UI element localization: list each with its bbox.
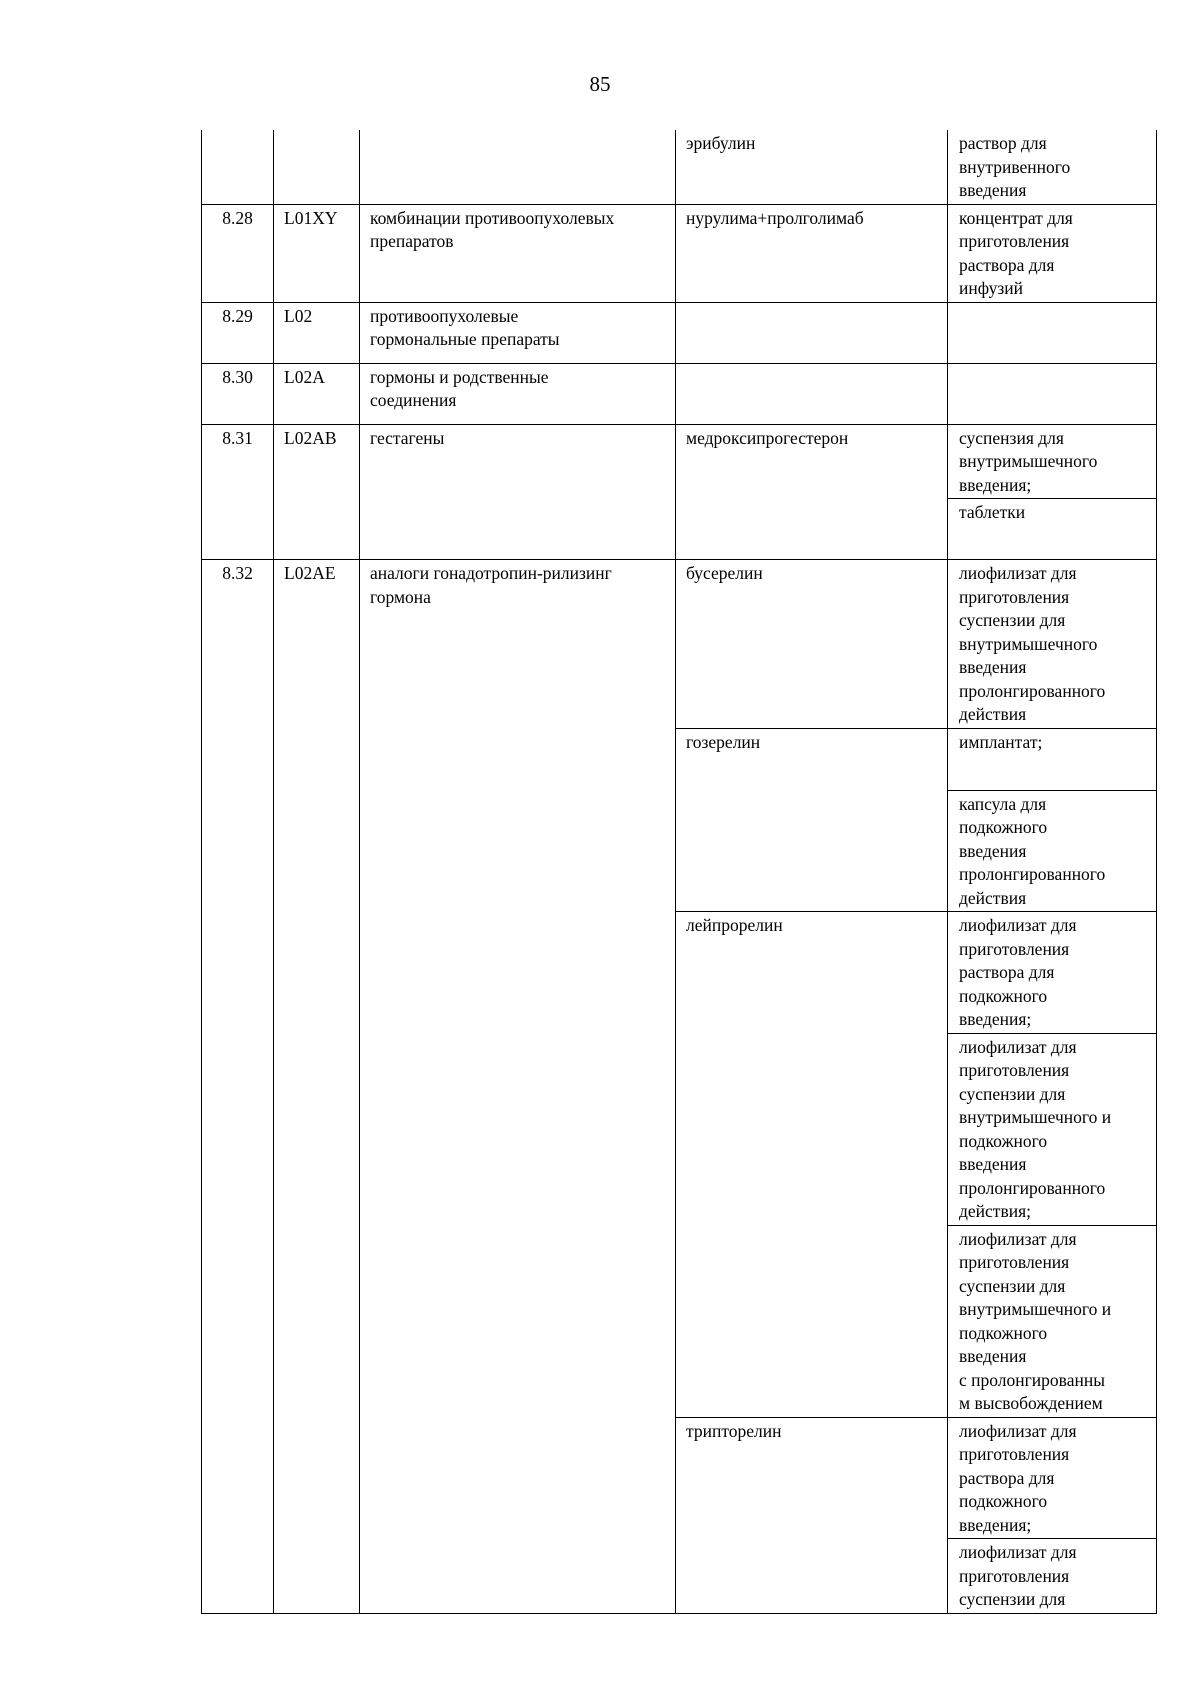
text-line: внутримышечного xyxy=(959,633,1098,654)
text-line: приготовления xyxy=(959,1444,1070,1464)
text-line: лиофилизат для xyxy=(959,915,1077,935)
dosage-form xyxy=(948,1033,1157,1225)
text-line: подкожного xyxy=(959,1491,1048,1511)
drug-name: гозерелин xyxy=(676,728,948,912)
group-name xyxy=(360,560,676,1614)
text-line: концентрат для xyxy=(959,207,1073,228)
row-number: 8.30 xyxy=(202,363,274,424)
text-line: подкожного xyxy=(959,1322,1048,1343)
text-line: лиофилизат для xyxy=(959,1228,1077,1249)
row-number: 8.32 xyxy=(202,560,274,1614)
drug-name: лейпрорелин xyxy=(676,912,948,1418)
text-line: раствора для xyxy=(959,962,1055,982)
text-line: действия; xyxy=(959,1201,1031,1221)
text-line: лиофилизат для xyxy=(959,563,1077,583)
text-line: раствора для xyxy=(959,1467,1055,1488)
text-line: таблетки xyxy=(959,502,1026,522)
page-number: 85 xyxy=(589,72,611,96)
text-line: введения; xyxy=(959,474,1032,495)
atc-code: L02A xyxy=(274,363,360,424)
text-line: внутримышечного и xyxy=(959,1299,1112,1319)
row-number: 8.29 xyxy=(202,302,274,363)
dosage-form xyxy=(948,1417,1157,1539)
dosage-form xyxy=(948,499,1157,560)
drug-name: бусерелин xyxy=(676,560,948,729)
text-line: комбинации противоопухолевых xyxy=(370,207,615,228)
dosage-form xyxy=(948,204,1157,302)
text-line: введения; xyxy=(959,1514,1032,1535)
text-line: лиофилизат для xyxy=(959,1542,1077,1562)
dosage-form xyxy=(948,1225,1157,1417)
text-line: введения xyxy=(959,1154,1027,1174)
text-line: суспензии для xyxy=(959,610,1066,630)
drug-name xyxy=(676,302,948,363)
text-line: приготовления xyxy=(959,1060,1070,1080)
drug-name: медроксипрогестерон xyxy=(676,424,948,560)
drug-name: нурулима+пролголимаб xyxy=(676,204,948,302)
text-line: подкожного xyxy=(959,1130,1048,1151)
text-line: подкожного xyxy=(959,817,1048,837)
table-row xyxy=(202,302,1157,363)
text-line: препаратов xyxy=(370,231,454,251)
text-line: пролонгированного xyxy=(959,680,1106,701)
text-line: введения xyxy=(959,1346,1027,1366)
drug-name: эрибулин xyxy=(676,130,948,204)
text-line: пролонгированного xyxy=(959,864,1106,884)
dosage-form xyxy=(948,728,1157,790)
text-line: внутривенного xyxy=(959,156,1071,177)
text-line: с пролонгированны xyxy=(959,1369,1105,1390)
row-number: 8.28 xyxy=(202,204,274,302)
text-line: гормона xyxy=(370,586,431,607)
text-line: лиофилизат для xyxy=(959,1036,1077,1057)
text-line: капсула для xyxy=(959,793,1047,814)
group-name: гестагены xyxy=(360,424,676,560)
group-name xyxy=(360,363,676,424)
text-line: приготовления xyxy=(959,586,1070,607)
text-line: внутримышечного и xyxy=(959,1107,1112,1127)
text-line: инфузий xyxy=(959,278,1024,298)
text-line: лиофилизат для xyxy=(959,1420,1077,1441)
text-line: подкожного xyxy=(959,985,1048,1006)
text-line: введения xyxy=(959,657,1027,677)
atc-code: L02AE xyxy=(274,560,360,1614)
text-line: действия xyxy=(959,704,1027,724)
text-line: приготовления xyxy=(959,1252,1070,1272)
text-line: пролонгированного xyxy=(959,1177,1106,1198)
text-line: гормоны и родственные xyxy=(370,366,549,387)
text-line: суспензия для xyxy=(959,427,1064,448)
text-line: гормональные препараты xyxy=(370,329,560,349)
atc-code: L02AB xyxy=(274,424,360,560)
dosage-form xyxy=(948,130,1157,204)
table-row xyxy=(202,363,1157,424)
dosage-form xyxy=(948,363,1157,424)
dosage-form xyxy=(948,912,1157,1034)
drug-name xyxy=(676,363,948,424)
table-row xyxy=(202,204,1157,302)
text-line: противоопухолевые xyxy=(370,305,519,326)
text-line: приготовления xyxy=(959,231,1070,251)
group-name xyxy=(360,130,676,204)
group-name xyxy=(360,204,676,302)
text-line: раствора для xyxy=(959,254,1055,275)
text-line: действия xyxy=(959,887,1027,908)
dosage-form xyxy=(948,790,1157,912)
atc-code: L02 xyxy=(274,302,360,363)
drug-table xyxy=(201,130,1157,1614)
text-line: м высвобождением xyxy=(959,1393,1103,1413)
text-line: суспензии для xyxy=(959,1589,1066,1609)
text-line: введения; xyxy=(959,1009,1032,1029)
text-line: введения xyxy=(959,840,1027,861)
dosage-form xyxy=(948,1539,1157,1614)
text-line: имплантат; xyxy=(959,731,1043,752)
atc-code: L01XY xyxy=(274,204,360,302)
table-row xyxy=(202,560,1157,729)
row-number: 8.31 xyxy=(202,424,274,560)
text-line: суспензии для xyxy=(959,1083,1066,1104)
dosage-form xyxy=(948,424,1157,499)
text-line: внутримышечного xyxy=(959,451,1098,471)
drug-name: трипторелин xyxy=(676,1417,948,1613)
text-line: соединения xyxy=(370,390,457,410)
table-row xyxy=(202,424,1157,499)
text-line: раствор для xyxy=(959,133,1047,153)
atc-code xyxy=(274,130,360,204)
group-name xyxy=(360,302,676,363)
table-row xyxy=(202,130,1157,204)
dosage-form xyxy=(948,560,1157,729)
text-line: суспензии для xyxy=(959,1275,1066,1296)
text-line: аналоги гонадотропин-рилизинг xyxy=(370,563,612,583)
dosage-form xyxy=(948,302,1157,363)
row-number xyxy=(202,130,274,204)
text-line: приготовления xyxy=(959,938,1070,959)
text-line: введения xyxy=(959,180,1027,200)
text-line: приготовления xyxy=(959,1565,1070,1586)
